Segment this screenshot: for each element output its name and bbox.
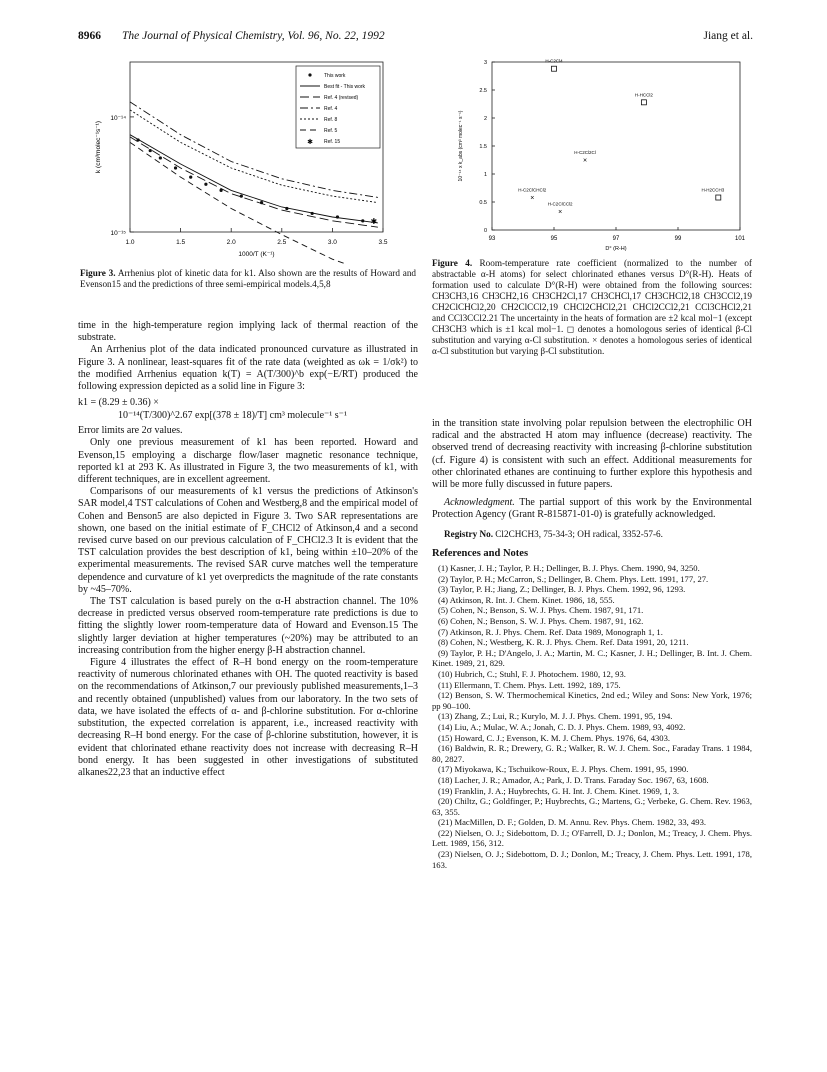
paragraph: time in the high-temperature region implying lack of thermal reaction of the substrate.: [78, 320, 418, 344]
y-tick-label: 10⁻¹⁵: [110, 230, 126, 237]
legend-label: Ref. 8: [324, 117, 338, 123]
acknowledgment: [432, 497, 752, 521]
journal-title: The Journal of Physical Chemistry, Vol. 96, No. 22, 1992: [122, 30, 385, 42]
y-axis-label: 10⁻¹⁴ x k_abs (cm³ molec⁻¹ s⁻¹): [458, 110, 464, 182]
series-line-dash: [130, 142, 378, 264]
reference-item: (20) Chiltz, G.; Goldfinger, P.; Huybrechts, G.; Martens, G.; Verbeke, G. Chem. Rev. 1963, 63, 355.: [432, 796, 752, 817]
x-tick-label: 2.5: [277, 239, 287, 246]
reference-item: (19) Franklin, J. A.; Huybrechts, G. H. Int. J. Chem. Kinet. 1969, 1, 3.: [438, 785, 680, 796]
registry-text: Cl2CHCH3, 75-34-3; OH radical, 3352-57-6.: [495, 528, 663, 539]
reference-item: (17) Miyokawa, K.; Tschuikow-Roux, E. J. Phys. Chem. 1991, 95, 1990.: [438, 764, 689, 775]
x-tick-label: 99: [674, 236, 682, 242]
reference-item: (10) Hubrich, C.; Stuhl, F. J. Photochem. 1980, 12, 93.: [438, 668, 626, 679]
figure-4-chart: [448, 54, 748, 254]
reference-item: (6) Cohen, N.; Benson, S. W. J. Phys. Chem. 1987, 91, 162.: [438, 616, 644, 626]
data-point-square: [552, 66, 557, 71]
data-point-x: ×: [558, 209, 563, 217]
x-tick-label: 95: [550, 236, 558, 242]
figure-3-caption-label: Figure 3.: [80, 268, 116, 278]
registry: [432, 528, 752, 540]
legend-label: Ref. 4: [324, 106, 338, 112]
page-header: [78, 30, 753, 46]
paragraph: An Arrhenius plot of the data indicated pronounced curvature as illustrated in Figure 3. A nonlinear, least-squares fit of the rate data (weighted as ωk = 1/σk²) to the modified Arrhenius equation k(T) = A(T/300)^b exp(−E/RT) produced the following expression depicted as a solid line in Figure 3:: [78, 344, 418, 393]
x-tick-label: 3.5: [378, 239, 388, 246]
x-tick-label: 101: [734, 236, 746, 242]
y-tick-label: 10⁻¹⁴: [110, 114, 126, 122]
y-tick-label: 0: [483, 228, 487, 234]
series-line-longdash: [130, 137, 378, 227]
paragraph: Error limits are 2σ values.: [78, 425, 183, 437]
equation-line-1: k1 = (8.29 ± 0.36) ×: [78, 397, 159, 409]
paragraph: Comparisons of our measurements of k1 versus the predictions of Atkinson's SAR model,4 TST calculations of Cohen and Westberg,8 and the empirical model of Cohen and Benson5 are also depicted in Figure 3. Two SAR representations are shown, one based on the initial estimate of F_CHCl2 of Atkinson,4 and a second revised curve based on our previous calculation of F_CHCl2.3 It is evident that the TST calculation provides the best description of k1, being within ±10–20% of the experimental measurements. The revised SAR curve matches well the temperature dependence and curvature of k1 yet overpredicts the magnitude of the rate constants by ~45–70%.: [78, 486, 418, 595]
reference-item: (22) Nielsen, O. J.; Sidebottom, D. J.; O'Farrell, D. J.; Donlon, M.; Treacy, J. Chem. Phys. Lett. 1989, 156, 312.: [432, 827, 752, 849]
reference-item: (23) Nielsen, O. J.; Sidebottom, D. J.; Donlon, M.; Treacy, J. Chem. Phys. Lett. 1991, 178, 163.: [432, 849, 752, 870]
y-tick-label: 3: [483, 60, 487, 66]
paragraph: Only one previous measurement of k1 has been reported. Howard and Evenson,15 employing a discharge flow/laser magnetic resonance technique, reported k1 at 293 K. As illustrated in Figure 3, the two measurements of k1, with different techniques, are in excellent agreement.: [78, 437, 418, 486]
point-label: H-C2ClCHCl2: [518, 187, 547, 193]
paragraph: Figure 4 illustrates the effect of R–H bond energy on the room-temperature reactivity of numerous chlorinated ethanes with OH. The quoted reactivity is based on the recommendations of Atkinson,7 our previously published measurements,1–3 and recently obtained (unpublished) values from our laboratory. In the two sets of data, we have isolated the effects of α- and β-chlorine substitution. For α-chlorine substitution, the expected correlation is apparent, i.e., increased reactivity with decreasing R–H bond energy. For the case of β-chlorine substitution, however, it is evident that chlorinated ethane reactivity does not increase with decreasing R–H bond energy. It has been suggested in other investigations of substituted alkanes22,23 that an inductive effect: [78, 657, 418, 778]
reference-item: (7) Atkinson, R. J. Phys. Chem. Ref. Data 1989, Monograph 1, 1.: [438, 626, 663, 637]
legend-marker: ✱: [307, 139, 313, 146]
point-label: H-C2ClCCl2: [547, 201, 573, 207]
reference-item: (2) Taylor, P. H.; McCarron, S.; Dellinger, B. Chem. Phys. Lett. 1991, 177, 27.: [438, 573, 709, 584]
figure-4-caption: [432, 258, 752, 357]
data-point-this-work: [204, 183, 207, 186]
data-point-this-work: [159, 156, 162, 159]
paragraph: The TST calculation is based purely on the α-H abstraction channel. The 10% decrease in predicted versus observed room-temperature rate predictions is due to fitting the slightly lower room-temperature data of Howard and Evenson.15 The slightly larger deviation at higher temperatures (~20%) may be attributed to an increasing contribution from the higher energy β-H abstraction channel.: [78, 596, 418, 656]
y-tick-label: 2: [483, 116, 487, 122]
right-column: [432, 418, 752, 870]
reference-item: (18) Lacher, J. R.; Amador, A.; Park, J. D. Trans. Faraday Soc. 1967, 63, 1608.: [438, 774, 709, 785]
reference-item: (4) Atkinson, R. Int. J. Chem. Kinet. 1986, 18, 555.: [438, 594, 615, 605]
data-point-x: ×: [530, 195, 535, 203]
reference-item: (21) MacMillen, D. F.; Golden, D. M. Annu. Rev. Phys. Chem. 1982, 33, 493.: [438, 817, 707, 828]
point-label: H-HCCl2: [634, 92, 653, 98]
page-number: 8966: [78, 30, 101, 42]
reference-item: (9) Taylor, P. H.; D'Angelo, J. A.; Martin, M. C.; Kasner, J. H.; Dellinger, B. Int. J. Chem. Kinet. 1989, 21, 829.: [432, 647, 752, 669]
figure-4-caption-label: Figure 4.: [432, 258, 473, 268]
reference-item: (13) Zhang, Z.; Lui, R.; Kurylo, M. J. J. Phys. Chem. 1991, 95, 194.: [438, 711, 673, 722]
reference-item: (5) Cohen, N.; Benson, S. W. J. Phys. Chem. 1987, 91, 171.: [438, 605, 644, 616]
y-tick-label: 0.5: [479, 200, 487, 206]
equation-line-2: 10⁻¹⁴(T/300)^2.67 exp[(378 ± 18)/T] cm³ molecule⁻¹ s⁻¹: [118, 410, 347, 422]
data-point-x: ×: [582, 157, 588, 165]
figure-4-caption-text: Room-temperature rate coefficient (normalized to the number of abstractable α-H atoms) for select chlorinated ethanes versus D°(R-H). Heats of formation used to calculate D°(R-H) were obtained from the following sources: CH3CH3,16 CH3CH2,16 CH3CH2Cl,17 CH3CHCl,17 CH3CHCl2,18 CH3CCl2,19 CH2ClCHCl2,20 CH2ClCCl2,19 CHCl2CHCl2,21 CHCl2CCl2,21 CCl3CHCl2,21 and CCl3CCl2.21 The uncertainty in the heats of formation are ±2 kcal mol−1 (except CH3CH3 which is ±1 kcal mol−1. ◻ denotes a homologous series of identical β-Cl substitution and varying α-Cl substitution. × denotes a homologous series of identical α-Cl substitution but varying β-Cl substitution.: [432, 258, 752, 356]
reference-item: (14) Liu, A.; Mulac, W. A.; Jonah, C. D. J. Phys. Chem. 1989, 93, 4092.: [438, 721, 686, 732]
reference-item: (3) Taylor, P. H.; Jiang, Z.; Dellinger, B. J. Phys. Chem. 1992, 96, 1293.: [438, 584, 686, 595]
reference-item: (15) Howard, C. J.; Evenson, K. M. J. Chem. Phys. 1976, 64, 4303.: [438, 732, 671, 743]
running-authors: Jiang et al.: [703, 30, 753, 42]
x-axis-label: D° (R-H): [605, 246, 627, 252]
x-tick-label: 93: [488, 236, 496, 242]
references-list: [432, 563, 752, 870]
data-point-this-work: [189, 175, 192, 178]
figure-3-caption-text: Arrhenius plot of kinetic data for k1. Also shown are the results of Howard and Evenson15 and the predictions of three semi-empirical models.4,5,8: [80, 268, 417, 289]
y-tick-label: 1.5: [479, 144, 487, 150]
x-tick-label: 97: [612, 236, 620, 242]
figure-3-caption: [80, 268, 416, 290]
data-point-square: [716, 195, 721, 200]
reference-item: (11) Ellermann, T. Chem. Phys. Lett. 1992, 189, 175.: [438, 679, 621, 690]
paragraph: in the transition state involving polar repulsion between the electrophilic OH radical and the abstracted H atom may influence (decrease) reactivity. The observed trend of decreasing reactivity with increasing β-chlorine substitution (cf. Figure 4) is consistent with such an effect. Additional measurements for other chlorinated ethanes are continuing to further explore this hypothesis and will be more fully discussed in future papers.: [432, 418, 752, 491]
legend-label: Ref. 4 (revised): [324, 95, 359, 101]
acknowledgment-text: The partial support of this work by the Environmental Protection Agency (Grant R-815871-01-0) is gratefully acknowledged.: [432, 497, 752, 521]
y-axis-label: k (cm³molec⁻¹s⁻¹): [95, 121, 102, 173]
figure-3-chart: [78, 52, 418, 264]
registry-label: Registry No.: [444, 528, 493, 539]
reference-item: (8) Cohen, N.; Westberg, K. R. J. Phys. Chem. Ref. Data 1991, 20, 1211.: [438, 637, 689, 648]
legend-label: This work: [324, 73, 346, 79]
left-column: [78, 320, 418, 779]
references-heading: References and Notes: [432, 547, 529, 559]
x-tick-label: 2.0: [226, 239, 236, 246]
reference-item: (1) Kasner, J. H.; Taylor, P. H.; Dellinger, B. J. Phys. Chem. 1990, 94, 3250.: [438, 563, 700, 574]
point-label: H-C2Cl2Cl: [574, 150, 596, 155]
legend-label: Best fit - This work: [324, 84, 366, 90]
data-point-square: [641, 100, 646, 105]
reference-item: (12) Benson, S. W. Thermochemical Kinetics, 2nd ed.; Wiley and Sons: New York, 1976; pp 90–100.: [432, 690, 752, 711]
data-point-ref15: ✱: [370, 216, 378, 226]
y-tick-label: 1: [483, 172, 487, 178]
data-point-this-work: [240, 195, 243, 198]
point-label: H-H2CCH3: [701, 187, 725, 193]
y-tick-label: 2.5: [479, 88, 487, 94]
x-axis-label: 1000/T (K⁻¹): [238, 251, 275, 258]
legend-label: Ref. 5: [324, 128, 338, 134]
legend-marker: [308, 73, 311, 76]
reference-item: (16) Baldwin, R. R.; Drewery, G. R.; Walker, R. W. J. Chem. Soc., Faraday Trans. 1 1984, 80, 2827.: [432, 743, 752, 764]
acknowledgment-label: Acknowledgment.: [444, 497, 515, 509]
x-tick-label: 1.0: [125, 239, 135, 246]
x-tick-label: 3.0: [327, 239, 337, 246]
point-label: H-C2Cl4: [545, 58, 563, 64]
legend-label: Ref. 15: [324, 139, 341, 145]
data-point-this-work: [149, 149, 152, 152]
data-point-this-work: [174, 166, 177, 169]
plot-frame: [492, 62, 740, 230]
x-tick-label: 1.5: [176, 239, 186, 246]
